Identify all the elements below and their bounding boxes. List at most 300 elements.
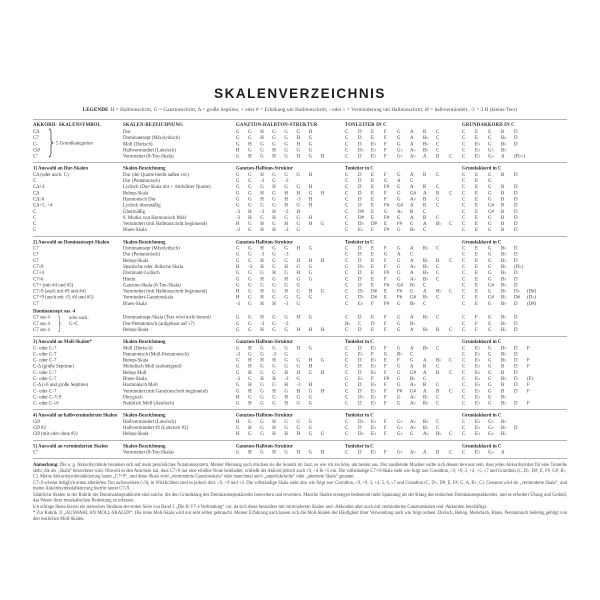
token: D# [371,294,377,301]
token: H [248,382,252,388]
token: G [296,276,301,282]
token: G [384,208,388,215]
token: G [397,382,401,388]
token: H [272,388,276,394]
token: G [236,141,240,147]
token: H [260,245,264,252]
symbol-cell: C- oder C-7 [33,357,57,364]
token: G [272,282,276,288]
token: G [308,141,313,147]
token: G [284,345,288,351]
token: E♭ [358,227,364,233]
brace-label: 5 Grundkategorien [56,140,93,146]
token: H [272,184,276,190]
token: C [436,196,440,202]
token: G [410,288,414,295]
token: F [527,382,530,388]
token: C [436,129,440,135]
token: E♭ [371,394,377,400]
column-header-chord: GRUNDAKKORD IN C [462,122,515,128]
token: B♭ [501,135,507,141]
token: -3 [284,251,289,258]
divider [33,336,567,337]
token: C [462,214,466,221]
token: F [384,135,387,141]
structure-cell [236,401,345,407]
token: C [345,190,349,196]
scale-name-cell: Natürlich Moll (Aeolisch) [123,400,175,407]
token: H [284,276,288,282]
token: G [272,314,276,321]
token: G [236,276,240,282]
table-section [33,339,567,408]
symbol-cell: C7 [33,257,39,264]
note-text: C7♭9 scheint lediglich einen alterierten Ton aufzuweisen (♭9); in Wirklichkeit sind es jedoch drei: ♭9, +9 und +4. Die vollständige Skala sieht also wie folgt aus: Grundton, ♭9, +9, 3, +4, 5, 6, ♭7 und Grundton (C, D♭, D#, E, F#, G, A, B♭, C). Genannt wird sie „verminderte Skala“, und meine Akkordsymbolabkürzung hierfür lautet C7♭9. [33,480,567,492]
token: E♭ [475,431,481,437]
token: G# [410,388,416,394]
table-area [33,119,567,522]
token: C [462,147,466,153]
section-heading: 3) Auswahl an Moll-Skalen* [33,339,92,345]
token: G [236,190,240,196]
subheader-chord: Grundakkord in C [462,412,502,419]
token: (D♭) [527,294,537,301]
scale-name-cell: Pentatonisch (Moll-Pentatonisch) [123,351,189,357]
token: G [248,294,252,301]
token: H [236,394,240,400]
token: C [345,314,349,321]
token: H [260,357,264,364]
token: D [514,227,518,233]
token: E♭ [371,345,377,351]
token: G [272,135,276,141]
symbol-cell: C [33,178,37,184]
token: D# [371,288,377,295]
token: H [320,153,325,160]
token: C [345,351,349,357]
scale-name-cell: Bebop-Skala [123,257,149,264]
token: H [308,214,313,221]
token: C [345,425,349,431]
token: E♭ [475,153,481,160]
token: B♭ [423,400,429,407]
subheader-name: Skalen-Bezeichnung [123,443,166,449]
token: D [514,202,518,209]
token: G [296,263,301,270]
column-header-structure: GANZTON-HALBTON-STRUKTUR [236,122,318,128]
token: D [358,141,362,147]
token: D [358,357,362,364]
token: D [514,270,518,276]
structure-cell [236,431,345,437]
token: E [475,270,478,276]
token: G [260,147,264,153]
token: G [488,227,492,233]
token: G [284,282,288,288]
token: B♭ [501,288,507,295]
token: F# [384,214,390,221]
symbol-cell: CØ (mit oder ohne #2) [33,431,78,437]
token: D♭ [358,288,364,295]
token: H [308,129,313,135]
divider [33,459,567,460]
token: F [384,141,387,147]
note-paragraph [33,504,567,510]
token: G [397,263,401,270]
token: G [236,257,240,264]
token: E♭ [371,382,377,388]
token: G♭ [488,147,494,153]
grundakkord-cell [462,431,565,437]
token: D♭ [514,288,520,295]
symbol-cell: CØ [33,418,40,425]
token: B♭ [501,320,507,327]
token: H [296,314,301,321]
token: -3 [284,178,289,184]
token: C [345,141,349,147]
table-row [33,449,567,455]
token: H [248,400,252,407]
token: B [501,227,505,233]
symbol-cell: C7♭9 [33,263,44,270]
token: C [449,369,453,376]
token: G# [397,282,403,288]
token: E [475,251,478,258]
token: G [308,135,313,141]
token: G [296,294,301,301]
token: H [272,375,276,382]
token: C [436,245,440,252]
token: H [296,345,301,351]
scale-name-cell: Dur (Pentatonisch) [123,178,161,184]
token: G [248,375,252,382]
token: G [308,418,313,425]
token: A [397,251,401,258]
token: E♭ [371,147,377,153]
token: H [272,418,276,425]
token: E [475,227,478,233]
token: F [527,363,530,370]
token: C [436,141,440,147]
token: C [449,449,453,455]
symbol-cell: CØ #2 [33,425,46,431]
token: G [260,425,264,431]
grundakkord-cell [462,154,565,160]
token: D [514,171,518,178]
notes-block [33,463,567,523]
token: H [272,153,276,160]
token: B♭ [345,320,351,327]
divider [33,440,567,441]
token: B [501,221,505,227]
token: D [514,221,518,227]
token: H [236,288,240,295]
token: B♭ [501,257,507,264]
token: D♭ [358,147,364,153]
token: D [358,129,362,135]
scale-name-cell: Vermindert (8-Ton-Skala) [123,449,174,455]
token: G [308,431,313,437]
token: G [308,147,313,153]
token: D [514,208,518,215]
token: G [284,270,288,276]
token: G [308,190,313,196]
token: C [345,208,349,215]
token: B♭ [423,147,429,153]
token: H [296,388,301,394]
token: -3 [236,214,241,221]
token: D [514,257,518,264]
token: C [345,394,349,400]
token: G [308,153,313,160]
token: D [358,257,362,264]
token: A [410,245,414,252]
scale-name-cell: Hindu [123,276,136,282]
token: G [248,147,252,153]
token: G [284,326,288,333]
token: A♭ [410,400,416,407]
symbol-cell: C [33,221,37,227]
subheader-structure: Ganzton-Halbton-Struktur [236,239,293,245]
token: A♭ [397,208,403,215]
column-headers [33,122,567,129]
token: D [514,276,518,282]
token: B [436,153,440,160]
token: G [488,221,492,227]
token: G [296,288,301,295]
token: G [397,314,401,321]
token: E♭ [475,418,481,425]
token: C [436,147,440,153]
grundakkord-cell [462,301,565,307]
token: G# [410,369,416,376]
token: C [345,129,349,135]
token: D♭ [358,294,364,301]
token: G♭ [397,147,403,153]
token: G [248,300,252,307]
token: C [462,300,466,307]
token: G [284,425,288,431]
token: C [436,345,440,351]
token: F [371,351,374,357]
token: B [501,184,505,190]
token: E♭ [475,363,481,370]
token: C [345,300,349,307]
subheader-scale: Tonleiter in C [345,239,374,245]
symbol-cell: CΔ [33,129,40,135]
scale-name-cell: Spanische oder Jüdische Skala [123,263,183,270]
token: F [384,276,387,282]
token: D# [371,221,377,227]
token: G [284,363,288,370]
token: G♭ [397,425,403,431]
token: (F) [527,375,533,382]
token: G [248,276,252,282]
token: G [248,221,252,227]
token: D [514,245,518,252]
token: G [260,418,264,425]
token: H [272,449,276,455]
token: D [358,449,362,455]
token: C [345,276,349,282]
token: E [475,300,478,307]
token: D# [358,214,364,221]
subheader-chord: Grundakkord in C [462,239,502,245]
scale-name-cell: Moll (Dorisch) [123,141,153,147]
scale-name-cell: Harmonisch Dur [123,196,156,202]
symbol-cell: C7 [33,300,39,307]
token: H [260,196,264,202]
scale-name-cell: Dur-Pentatonisch (aufgebaut auf ♭7) [123,320,195,327]
token: F [384,153,387,160]
token: B [423,196,427,202]
token: E [384,294,387,301]
symbol-cell: C7+9 (auch mit ♭9, #4 und #5) [33,294,94,301]
token: H [260,171,264,178]
scale-name-cell: Dominantsept-Skala (Terz wird nicht betont) [123,314,211,321]
subheader-structure: Ganzton-Halbton-Struktur [236,339,293,345]
token: G [488,135,492,141]
token: C [345,153,349,160]
token: E [371,178,374,184]
token: H [260,129,264,135]
token: E [475,263,478,270]
token: E [371,190,374,196]
token: D [514,129,518,135]
token: D [514,388,518,394]
table-row [33,154,567,160]
token: H [296,153,301,160]
token: C [410,178,414,184]
token: B♭ [501,251,507,258]
token: C [462,171,466,178]
token: G [296,214,301,221]
token: A♭ [410,382,416,388]
token: -3 [236,300,241,307]
scale-name-cell: 6. Modus von Harmonisch Moll [123,214,186,221]
token: B♭ [410,320,416,327]
token: G [296,221,301,227]
token: E [475,214,478,221]
token: E [371,263,374,270]
token: H [236,418,240,425]
token: (B♭♭) [514,153,526,160]
token: H [248,208,252,215]
token: G [236,282,240,288]
token: C [462,294,466,301]
token: C [462,227,466,233]
scale-name-cell: Blues-Skala [123,375,147,382]
tonleiter-cell [345,401,462,407]
token: B [423,171,427,178]
symbol-cell: C7♭9 (auch mit #9 und #4) [33,288,86,295]
token: A♭ [423,431,429,437]
token: G [284,449,288,455]
token: G [284,141,288,147]
token: E♭ [475,369,481,376]
subheader-structure: Ganzton-Halbton-Struktur [236,165,293,172]
token: F [371,375,374,382]
token: H [296,245,301,252]
symbol-cell: CØ [33,147,40,153]
token: A [410,135,414,141]
token: H [260,294,264,301]
token: G [260,363,264,370]
token: -3 [284,208,289,215]
token: C [345,178,349,184]
token: G [248,227,252,233]
token: A♭ [410,394,416,400]
token: B♭ [501,326,507,333]
token: G [260,153,264,160]
token: F [475,320,478,327]
token: G [488,276,492,282]
token: H [260,288,264,295]
symbol-cell: C7 sus 4 [33,314,50,321]
token: C [462,326,466,333]
token: B♭ [436,357,442,364]
token: C [462,263,466,270]
token: (D#) [527,300,537,307]
token: G [248,129,252,135]
token: B♭ [436,221,442,227]
token: F [384,326,387,333]
token: B [501,171,505,178]
token: G [296,400,301,407]
token: G [488,369,492,376]
token: G [272,245,276,252]
token: H [284,394,288,400]
token: E♭ [358,351,364,357]
token: F [384,245,387,252]
token: D [358,184,362,190]
scale-name-cell: Bebop-Skala [123,357,149,364]
token: C [462,431,466,437]
token: A [423,153,427,160]
token: G [272,345,276,351]
token: H [248,141,252,147]
token: G♭ [397,431,403,437]
token: H [308,382,313,388]
token: -3 [284,227,289,233]
token: -3 [260,178,265,184]
token: C [462,153,466,160]
scale-name-cell: Halbvermindert (Lokrisch) [123,418,176,425]
token: C [462,425,466,431]
token: H [320,388,325,394]
token: H [260,375,264,382]
token: A♭ [410,196,416,202]
token: E♭ [371,418,377,425]
token: H [284,431,288,437]
token: D [514,369,518,376]
token: G [296,129,301,135]
subheader-structure: Ganzton-Halbton-Struktur [236,412,293,419]
token: D [358,314,362,321]
token: B [423,382,427,388]
token: G [296,394,301,400]
token: C [345,202,349,209]
token: B♭ [423,345,429,351]
token: B♭ [501,282,507,288]
token: H [284,221,288,227]
token: F [475,326,478,333]
token: B [423,214,427,221]
token: B♭ [423,394,429,400]
token: F [384,190,387,196]
token: C [345,357,349,364]
token: H [272,208,276,215]
